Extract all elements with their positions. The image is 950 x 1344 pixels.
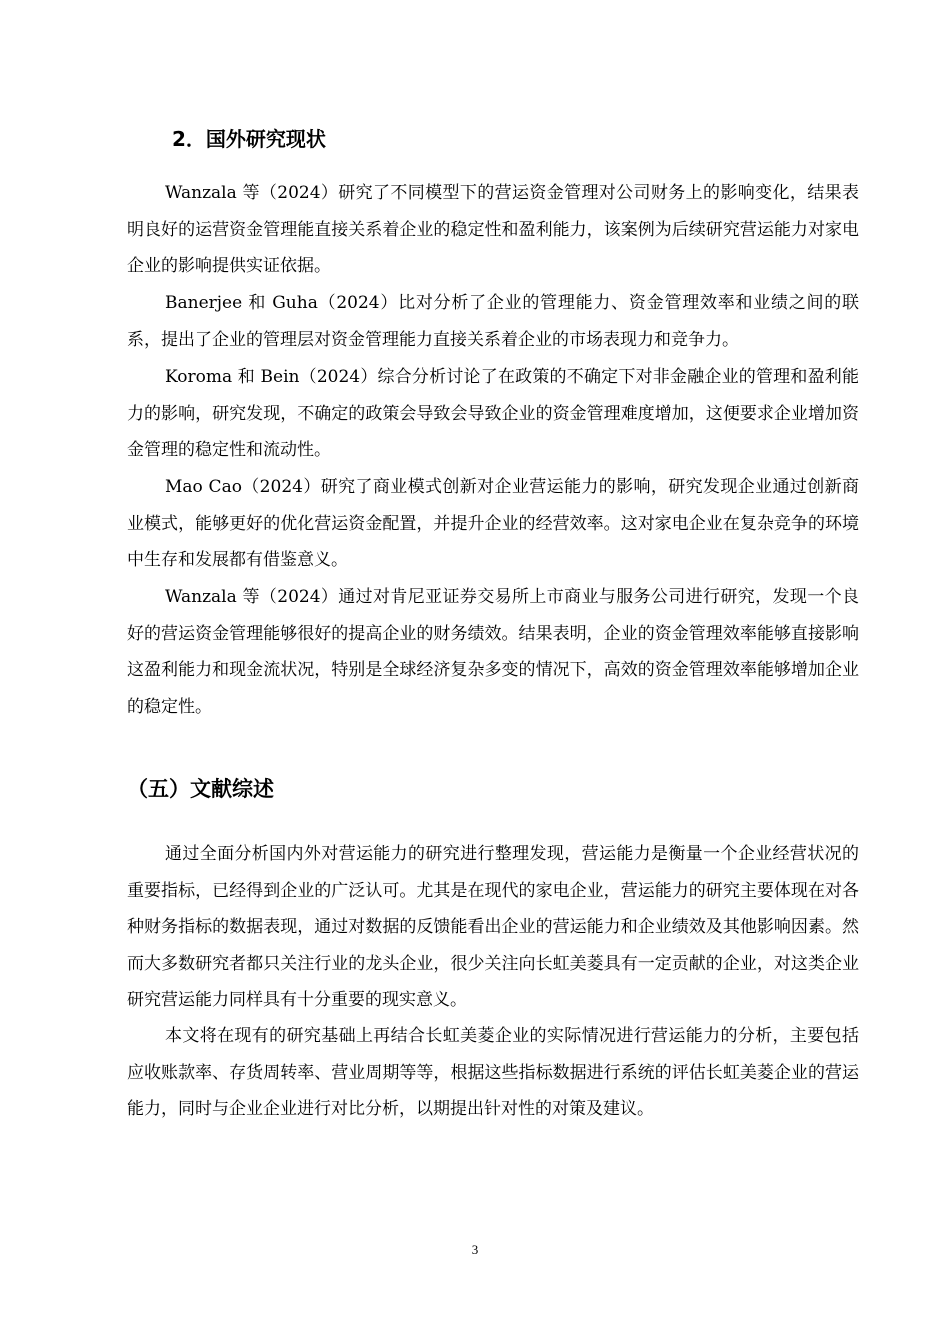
section-heading-foreign-research: 2．国外研究现状 [172,127,326,151]
paragraph-wanzala-1: Wanzala 等（2024）研究了不同模型下的营运资金管理对公司财务上的影响变化，结果表明良好的运营资金管理能直接关系着企业的稳定性和盈利能力，该案例为后续研究营运能力对家电企业的影响提供实证依据。 [127,183,859,277]
paragraph-wanzala-2: Wanzala 等（2024）通过对肯尼亚证券交易所上市商业与服务公司进行研究，发现一个良好的营运资金管理能够很好的提高企业的财务绩效。结果表明，企业的资金管理效率能够直接影响这盈利能力和现金流状况，特别是全球经济复杂多变的情况下，高效的资金管理效率能够增加企业的稳定性。 [127,587,859,717]
paragraph-review-summary: 通过全面分析国内外对营运能力的研究进行整理发现，营运能力是衡量一个企业经营状况的重要指标，已经得到企业的广泛认可。尤其是在现代的家电企业，营运能力的研究主要体现在对各种财务指标的数据表现，通过对数据的反馈能看出企业的营运能力和企业绩效及其他影响因素。然而大多数研究者都只关注行业的龙头企业，很少关注向长虹美菱具有一定贡献的企业，对这类企业研究营运能力同样具有十分重要的现实意义。 [127,844,859,1011]
paragraph-mao-cao: Mao Cao（2024）研究了商业模式创新对企业营运能力的影响，研究发现企业通过创新商业模式，能够更好的优化营运资金配置，并提升企业的经营效率。这对家电企业在复杂竞争的环境中生存和发展都有借鉴意义。 [127,477,859,571]
page-number: 3 [471,1242,479,1257]
paragraph-banerjee-guha: Banerjee 和 Guha（2024）比对分析了企业的管理能力、资金管理效率和业绩之间的联系，提出了企业的管理层对资金管理能力直接关系着企业的市场表现力和竞争力。 [127,293,859,350]
paragraph-review-plan: 本文将在现有的研究基础上再结合长虹美菱企业的实际情况进行营运能力的分析，主要包括应收账款率、存货周转率、营业周期等等，根据这些指标数据进行系统的评估长虹美菱企业的营运能力，同时与企业企业进行对比分析，以期提出针对性的对策及建议。 [127,1026,859,1120]
section-heading-literature-review: （五）文献综述 [127,777,274,801]
paragraph-koroma-bein: Koroma 和 Bein（2024）综合分析讨论了在政策的不确定下对非金融企业的管理和盈利能力的影响，研究发现，不确定的政策会导致会导致企业的资金管理难度增加，这便要求企业增加资金管理的稳定性和流动性。 [127,367,859,461]
